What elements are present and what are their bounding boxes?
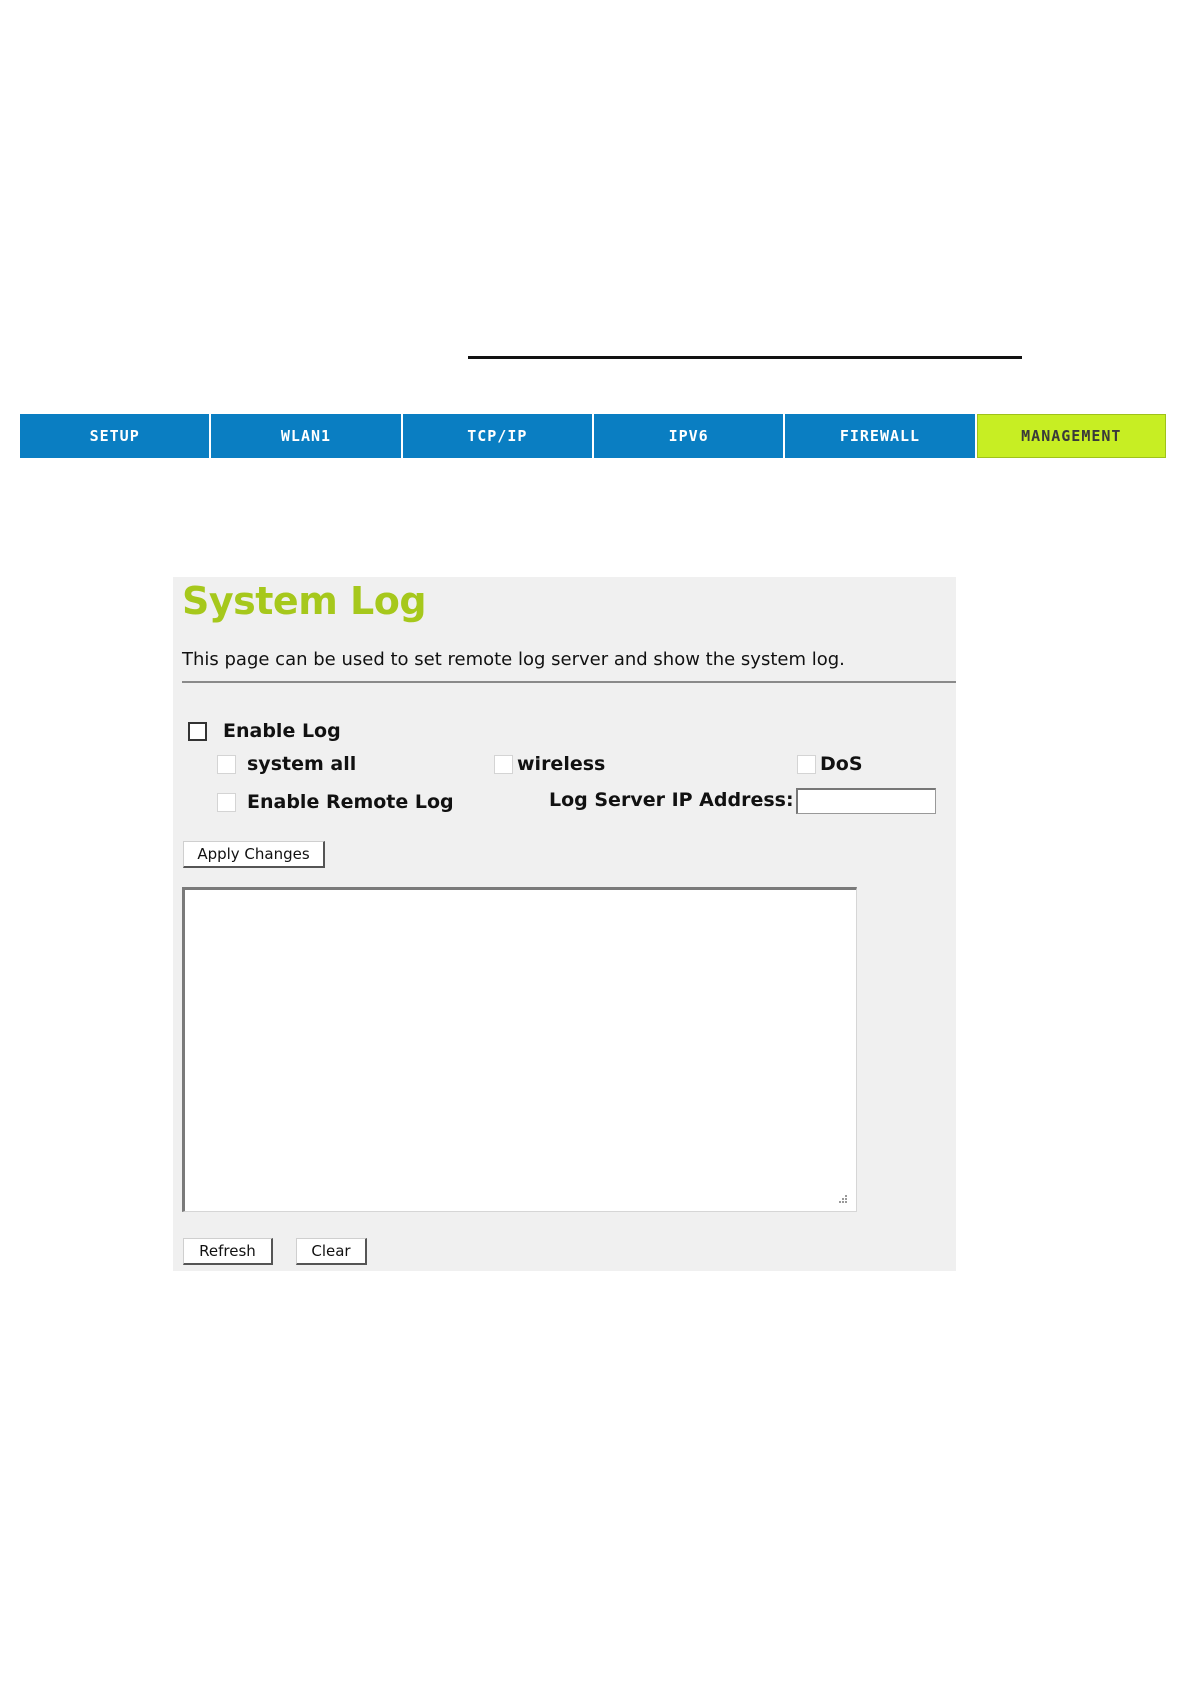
enable-remote-log-checkbox[interactable] xyxy=(217,793,236,812)
dos-label: DoS xyxy=(820,753,863,775)
resize-grip-icon[interactable] xyxy=(835,1193,849,1207)
tab-management[interactable]: MANAGEMENT xyxy=(977,414,1166,458)
apply-changes-button[interactable]: Apply Changes xyxy=(183,841,325,868)
remote-log-row xyxy=(217,791,454,813)
refresh-button[interactable]: Refresh xyxy=(183,1238,273,1265)
wireless-checkbox[interactable] xyxy=(494,755,513,774)
tab-firewall[interactable]: FIREWALL xyxy=(785,414,974,458)
system-all-row xyxy=(217,753,356,775)
system-all-label: system all xyxy=(247,753,357,775)
log-server-ip-input[interactable] xyxy=(796,788,936,814)
clear-button[interactable]: Clear xyxy=(296,1238,367,1265)
enable-log-row xyxy=(188,720,341,742)
main-nav xyxy=(20,414,1166,458)
system-all-checkbox[interactable] xyxy=(217,755,236,774)
dos-checkbox[interactable] xyxy=(797,755,816,774)
dos-row xyxy=(797,753,863,775)
tab-setup[interactable]: SETUP xyxy=(20,414,209,458)
header-divider-line xyxy=(468,356,1022,359)
page-title: System Log xyxy=(182,579,427,623)
log-server-label-row xyxy=(549,789,794,811)
page-description: This page can be used to set remote log server and show the system log. xyxy=(182,649,845,670)
enable-remote-log-label: Enable Remote Log xyxy=(247,791,454,813)
wireless-row xyxy=(494,753,605,775)
wireless-label: wireless xyxy=(517,753,606,775)
system-log-textarea[interactable] xyxy=(182,887,857,1212)
enable-log-checkbox[interactable] xyxy=(188,722,207,741)
description-divider xyxy=(182,681,956,683)
enable-log-label: Enable Log xyxy=(223,720,341,742)
tab-tcpip[interactable]: TCP/IP xyxy=(403,414,592,458)
system-log-panel xyxy=(173,577,956,1271)
log-server-ip-label: Log Server IP Address: xyxy=(549,789,794,811)
tab-wlan1[interactable]: WLAN1 xyxy=(211,414,400,458)
tab-ipv6[interactable]: IPV6 xyxy=(594,414,783,458)
